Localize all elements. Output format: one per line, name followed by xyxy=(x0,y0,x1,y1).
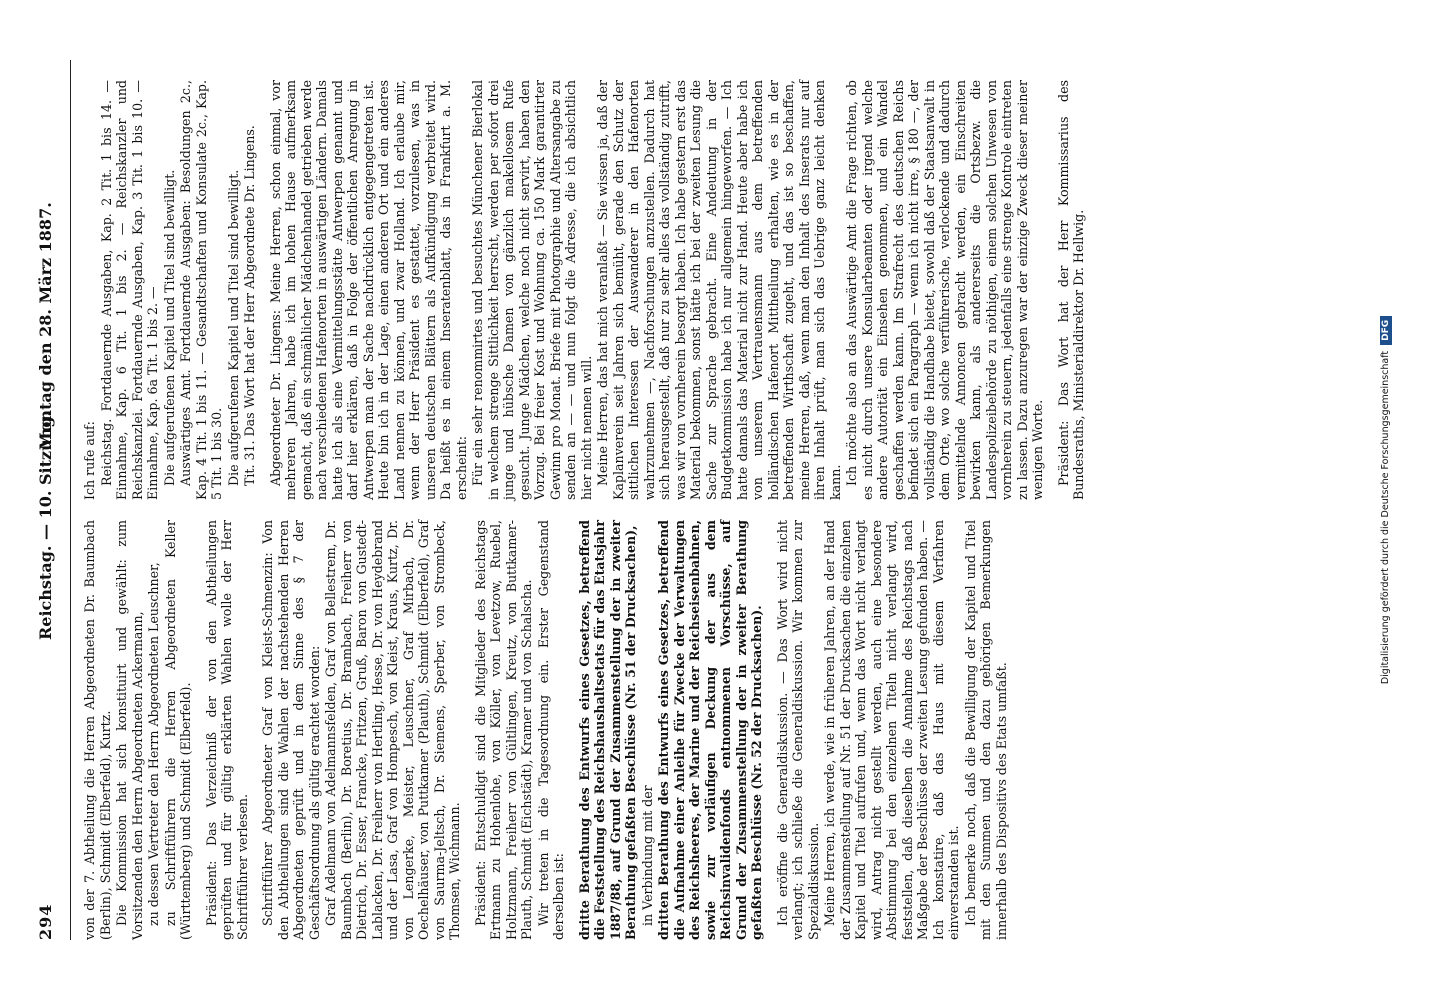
paragraph: Schriftführer Abgeordneter Graf von Kleist-Schmenzin: Von den Abtheilungen sind die Wahlen der nachstehenden Herren Abgeordneten geprüft und in dem Sinne des § 7 der Geschäftsordnung als gültig erachtet worden: xyxy=(260,520,322,940)
paragraph: Tit. 31. Das Wort hat der Herr Abgeordnete Dr. Lingens. xyxy=(242,125,257,486)
paragraph: Die aufgerufenen Kapitel und Titel sind bewilligt. xyxy=(225,169,241,486)
paragraph: in Verbindung mit der xyxy=(639,785,655,926)
paragraph: zu Schriftführern die Herren Abgeordneten Keller (Württemberg) und Schmidt (Elberfeld). xyxy=(162,520,193,940)
paragraph: Abgeordneter Dr. Lingens: Meine Herren, schon einmal, vor mehreren Jahren, habe ich im hohen Hause aufmerksam gemacht, daß ein schmählicher Mädchenhandel getrieben werde nach verschiedenen Hafenorten in auswärtigen Ländern. Damals hatte ich als eine Vermittelungsstätte Antwerpen genannt und darf hier erklären, daß in Folge der öffentlichen Anregung in Antwerpen man der Sache nachdrücklich entgegengetreten ist. Heute bin ich in der Lage, einen anderen Ort und ein anderes Land nennen zu können, und zwar Holland. Ich erlaube mir, wenn der Herr Präsident es gestattet, vorzulesen, was in unseren deutschen Blättern als Aufkündigung verbreitet wird. Da heißt es in einem Inseratenblatt, das in Frankfurt a. M. erscheint: xyxy=(267,80,469,500)
session-title: Reichstag. — 10. Sitzung. xyxy=(36,410,55,640)
paragraph: Auswärtiges Amt. Fortdauernde Ausgaben: Besoldungen 2c., Kap. 4 Tit. 1 bis 11. — Gesandtschaften und Konsulate 2c., Kap. 5 Tit. 1 bis 30. xyxy=(178,80,224,500)
right-column xyxy=(82,80,1088,500)
paragraph: Meine Herren, ich werde, wie in früheren Jahren, an der Hand der Zusammenstellung auf Nr. 51 der Drucksachen die einzelnen Kapitel und Titel aufrufen und, wenn das Wort nicht verlangt wird, Antrag nicht gestellt werden, auch eine besondere Abstimmung bei den einzelnen Titeln nicht verlangt wird, feststellen, daß dieselben die Annahme des Reichstags nach Maßgabe der Beschlüsse der zweiten Lesung gefunden haben. — Ich konstatire, daß das Haus mit diesem Verfahren einverstanden ist. xyxy=(822,520,961,940)
paragraph: Ich möchte also an das Auswärtige Amt die Frage richten, ob es nicht durch unsere Konsularbeamten oder irgend welche andere Autorität ein Einsehen genommen, und ein Wandel geschaffen werden kann. Im Strafrecht des deutschen Reichs befindet sich ein Paragraph — wenn ich nicht irre, § 180 —, der vollständig die Handhabe bietet, sowohl daß der Staatsanwalt in dem Orte, wo solche verführerische, verlockende und dadurch vermittelnde Annoncen gebracht werden, ein Einschreiten bewirken kann, als andererseits die Ortsbezw. die Landespolizeibehörde zu nöthigen, einem solchen Unwesen von vornherein zu steuern, jedenfalls eine strenge Kontrole eintreten zu lassen. Dazu anzuregen war der einzige Zweck dieser meiner wenigen Worte. xyxy=(844,80,1045,500)
paragraph: zu dessen Vertreter den Herrn Abgeordneten Leuschner, xyxy=(146,562,161,926)
session-date: Montag den 28. März 1887. xyxy=(36,202,55,450)
footer-text: Digitalisierung gefördert durch die Deutsche Forschungsgemeinschaft xyxy=(1380,350,1391,685)
agenda-item: dritten Berathung des Entwurfs eines Gesetzes, betreffend die Aufnahme einer Anleihe für Zwecke der Verwaltungen des Reichsheeres, der Marine und der Reichseisenbahnen, sowie zur vorläufigen Deckung der aus dem Reichsinvalidenfonds entnommenen Vorschüsse, auf Grund der Zusammenstellung der in zweiter Berathung gefaßten Beschlüsse (Nr. 52 der Drucksachen). xyxy=(656,520,764,940)
paragraph: Die Kommission hat sich konstituirt und gewählt: zum Vorsitzenden den Herrn Abgeordneten Ackermann, xyxy=(114,520,145,940)
paragraph: Ich bemerke noch, daß die Bewilligung der Kapitel und Titel mit den Summen und den dazu gehörigen Bemerkungen innerhalb des Dispositivs des Etats umfaßt. xyxy=(962,520,1009,940)
paragraph: Ich rufe auf: xyxy=(82,421,97,500)
dfg-logo: DFG xyxy=(1380,316,1392,345)
quotation: Für ein sehr renommirtes und besuchtes Münchener Bierlokal in welchem strenge Sittlichkeit herrscht, werden per sofort drei junge und hübsche Damen von gänzlich makellosem Rufe gesucht. Junge Mädchen, welche noch nicht servirt, haben den Vorzug. Bei freier Kost und Wohnung ca. 150 Mark garantirter Gewinn pro Monat. Briefe mit Photographie und Altersangabe zu senden an — — und nun folgt die Adresse, die ich absichtlich hier nicht nennen will. xyxy=(470,80,594,500)
paragraph: Präsident: Das Wort hat der Herr Kommissarius des Bundesraths, Ministerialdirektor Dr. Hellwig. xyxy=(1055,80,1086,500)
paragraph: Graf Adelmann von Adelmannsfelden, Graf von Bellestrem, Dr. Baumbach (Berlin), Dr. Boretius, Dr. Brambach, Freiherr von Dietrich, Dr. Esser, Francke, Fritzen, Gruß, Baron von Gustedt-Lablacken, Dr. Freiherr von Hertling, Hesse, Dr. von Heydebrand und der Lasa, Graf von Hompesch, von Kleist, Kraus, Kurtz, Dr. von Lengerke, Meister, Leuschner, Graf Mirbach, Dr. Oechelhäuser, von Puttkamer (Plauth), Schmidt (Elberfeld), Graf von Saurma-Jeltsch, Dr. Siemens, Sperber, von Strombeck, Thomsen, Wichmann. xyxy=(323,520,462,940)
page-number: 294 xyxy=(36,903,55,940)
paragraph: Meine Herren, das hat mich veranlaßt — Sie wissen ja, daß der Kaplanverein seit Jahren sich bemüht, gerade den Schutz der sittlichen Interessen der Auswanderer in den Hafenorten wahrzunehmen —, Nachforschungen anzustellen. Dadurch hat sich herausgestellt, daß nur zu sehr alles das vollständig zutrifft, was wir von vornherein besorgt haben. Ich habe gestern erst das Material bekommen, sonst hätte ich bei der zweiten Lesung die Sache zur Sprache gebracht. Eine Andeutung in der Budgetkommission habe ich nur allgemein hingeworfen. — Ich hatte damals das Material nicht zur Hand. Heute aber habe ich von unserem Vertrauensmann aus dem betreffenden holländischen Hafenort Mittheilung erhalten, wie es in der betreffenden Wirthschaft zugeht, und das ist so beschaffen, meine Herren, daß, wenn man den Inhalt des Inserats nur auf ihren Inhalt prüft, man sich das Uebrige ganz leicht denken kann. xyxy=(595,79,843,500)
paragraph: Reichstag. Fortdauernde Ausgaben, Kap. 2 Tit. 1 bis 14. — Einnahme, Kap. 6 Tit. 1 bis 2. — Reichskanzler und Reichskanzlei. Fortdauernde Ausgaben, Kap. 3 Tit. 1 bis 10. — Einnahme, Kap. 6a Tit. 1 bis 2. — xyxy=(98,80,160,500)
paragraph: Präsident: Entschuldigt sind die Mitglieder des Reichstags Ertmann zu Hohenlohe, von Köller, von Levetzow, Ruebel, Holtzmann, Freiherr von Gültlingen, Kreutz, von Buttkamer-Plauth, Schmidt (Eichstädt), Kramer und von Schalscha. xyxy=(472,520,534,940)
paragraph: Ich eröffne die Generaldiskussion. — Das Wort wird nicht verlangt; ich schließe die Generaldiskussion. Wir kommen zur Spezialdiskussion. xyxy=(774,520,821,940)
paragraph: Wir treten in die Tagesordnung ein. Erster Gegenstand derselben ist: xyxy=(535,520,566,940)
paragraph: Präsident: Das Verzeichniß der von den Abtheilungen geprüften und für gültig erklärten Wahlen wolle der Herr Schriftführer verlesen. xyxy=(203,520,250,940)
paragraph: Die aufgerufenen Kapitel und Titel sind bewilligt. xyxy=(161,169,177,486)
agenda-item: dritte Berathung des Entwurfs eines Gesetzes, betreffend die Feststellung des Reichshaushaltsetats für das Etatsjahr 1887/88, auf Grund der Zusammenstellung der in zweiter Berathung gefaßten Beschlüsse (Nr. 51 der Drucksachen), xyxy=(576,520,638,940)
paragraph: von der 7. Abtheilung die Herren Abgeordneten Dr. Baumbach (Berlin), Schmidt (Elberfeld), Kurtz. xyxy=(82,520,113,940)
header-rule xyxy=(70,60,71,940)
left-column xyxy=(82,520,1010,940)
digitization-note xyxy=(1380,120,1392,880)
page-header xyxy=(26,60,66,940)
